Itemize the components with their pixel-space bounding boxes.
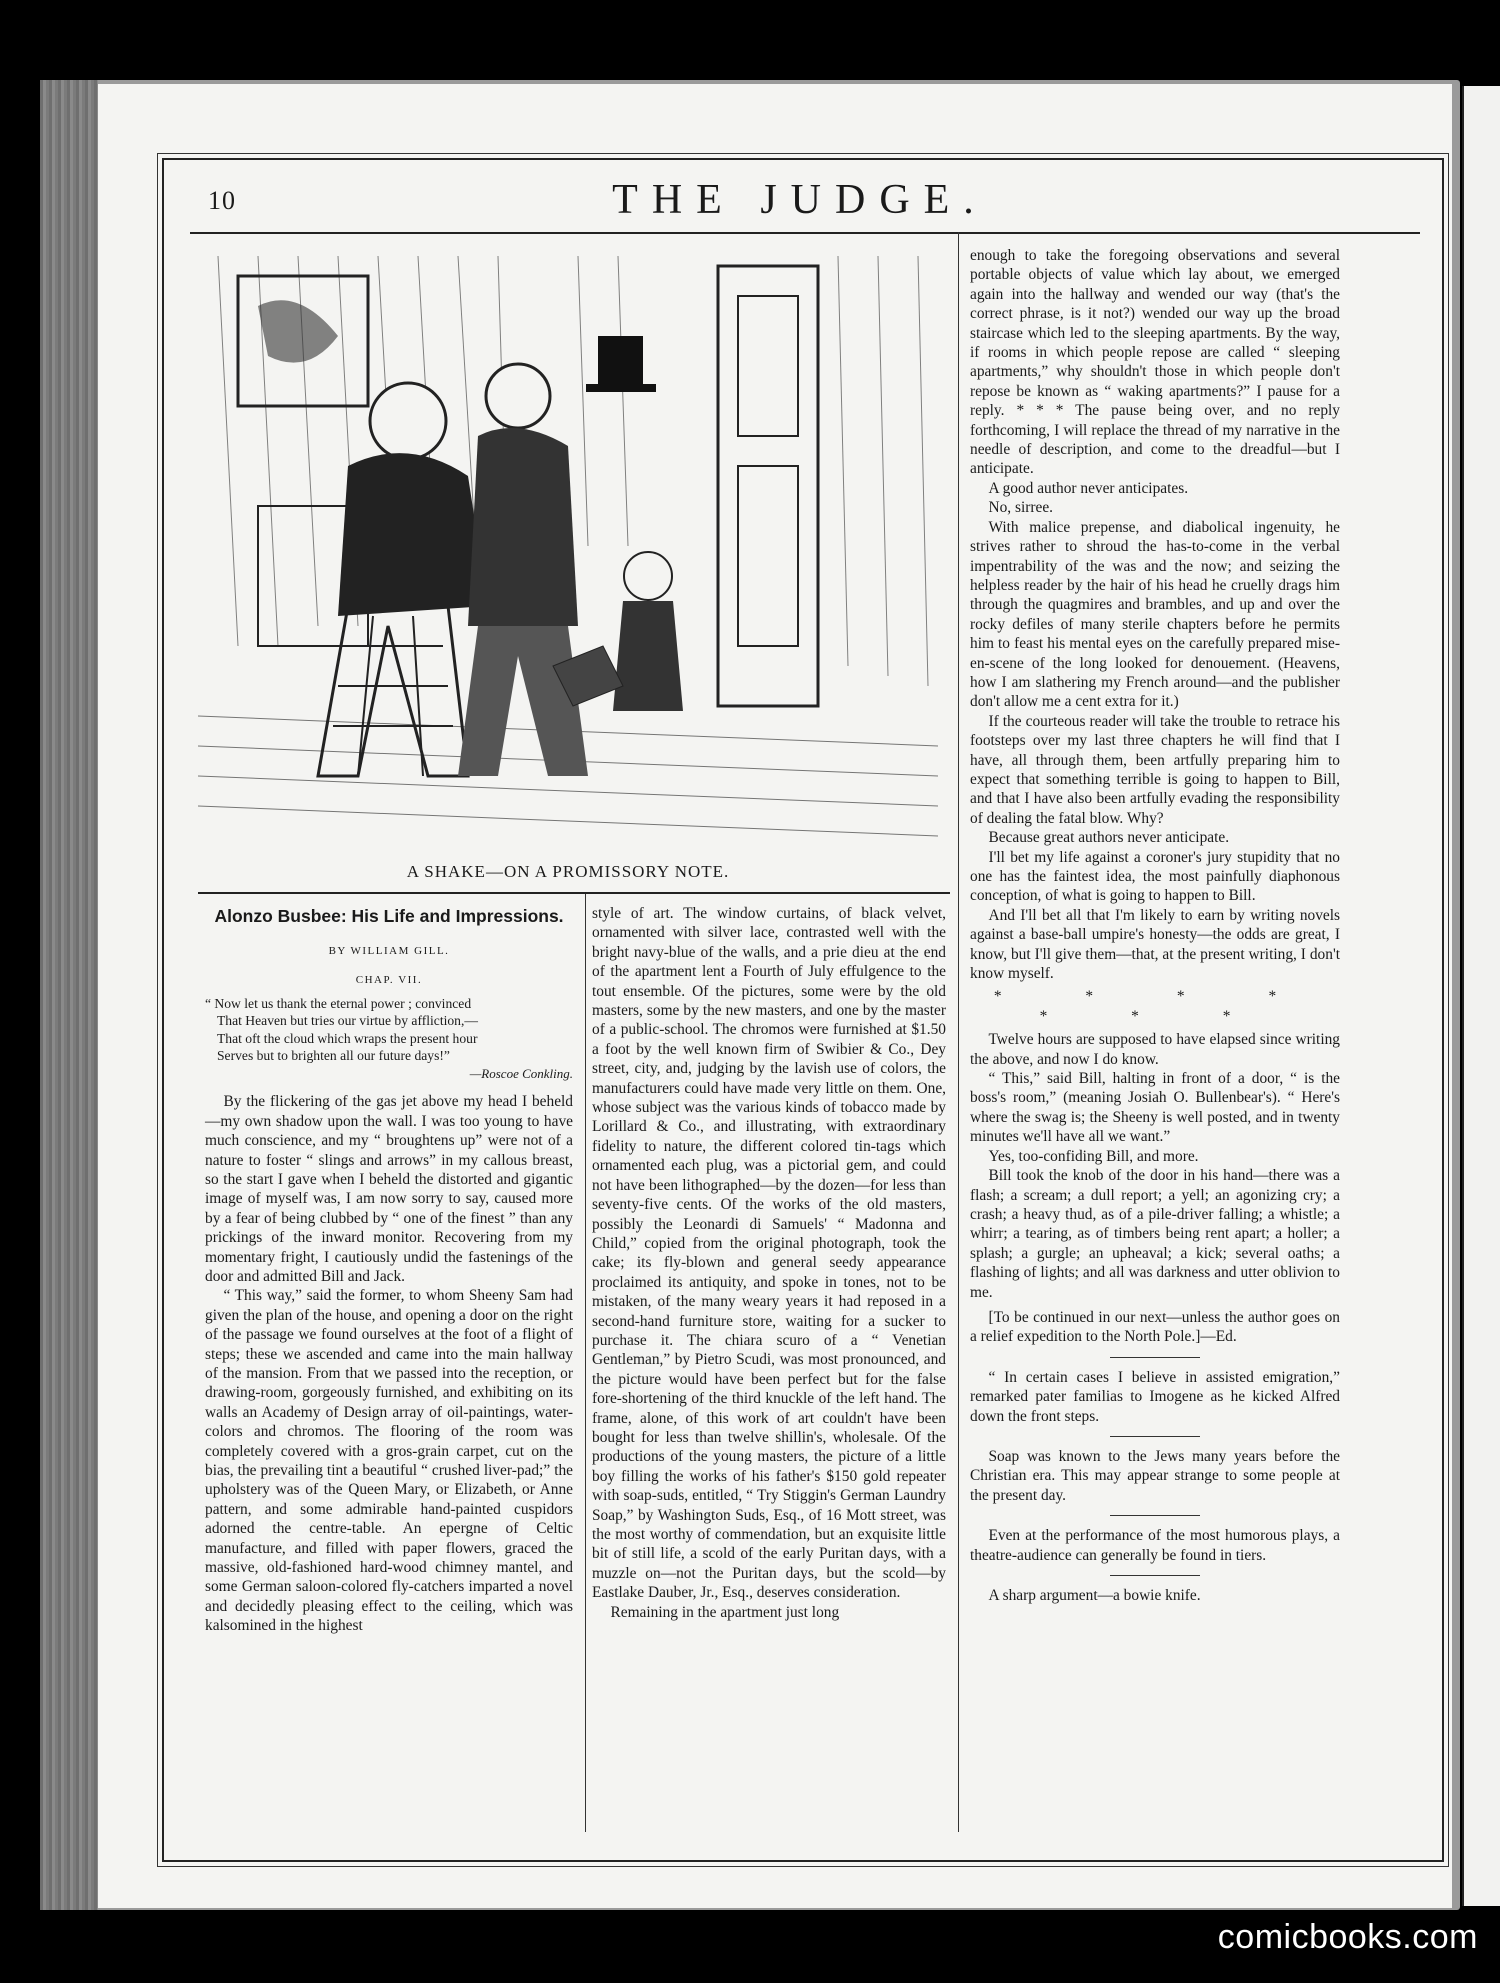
epigraph-line: That oft the cloud which wraps the present hour [217, 1030, 478, 1046]
paragraph: “ This way,” said the former, to whom Sheeny Sam had given the plan of the house, and opening a door on the right of the passage we found ourselves at the foot of a flight of steps; these we ascended and came into the main hallway of the mansion. From that we passed into the reception, or drawing-room, gorgeously furnished, and exhibiting on its walls an Academy of Design array of oil-paintings, water-colors and chromos. The flooring of the room was completely covered with a gros-grain carpet, cut on the bias, the prevailing tint a beautiful “ crushed liver-pad;” the upholstery was of the Queen Mary, or Elizabeth, or Anne pattern, and some admirable hand-painted cuspidors adorned the centre-table. An epergne of Celtic manufacture, and filled with paper flowers, graced the massive, old-fashioned hard-wood chimney mantel, and some German saloon-colored fly-catchers imparted a novel and decidedly pleasing effect to the ceiling, which was kalsomined in the highest [205, 1287, 573, 1635]
paragraph: I'll bet my life against a coroner's jury stupidity that no one has the faintest idea, the most painfully diaphonous conception, of what is going to happen to Bill. [970, 848, 1340, 905]
epigraph [205, 995, 573, 1083]
squib: Soap was known to the Jews many years before the Christian era. This may appear strange to some people at the present day. [970, 1447, 1340, 1504]
squib: A sharp argument—a bowie knife. [988, 1587, 1201, 1604]
adjacent-page-edge [1462, 86, 1500, 1906]
epigraph-line: “ Now let us thank the eternal power ; convinced [205, 995, 472, 1011]
article-column-2 [592, 904, 946, 1622]
article-byline: BY WILLIAM GILL. [328, 945, 450, 957]
epigraph-attribution: —Roscoe Conkling. [469, 1065, 573, 1081]
squib: “ In certain cases I believe in assisted emigration,” remarked pater familias to Imogene as he kicked Alfred down the front steps. [970, 1368, 1340, 1425]
paragraph: A good author never anticipates. [988, 479, 1189, 497]
site-watermark: comicbooks.com [1217, 1918, 1478, 1956]
divider [1110, 1357, 1200, 1358]
masthead-rule [190, 232, 1420, 234]
paragraph: “ This,” said Bill, halting in front of a door, “ is the boss's room,” (meaning Josiah O. Bullenbear's). “ Here's where the swag is; the Sheeny is well posted, and in twenty minutes we'll have all we want.” [970, 1070, 1340, 1146]
paragraph: By the flickering of the gas jet above my head I beheld—my own shadow upon the wall. I was too young to have much conscience, and my “ broughtens up” were not of a nature to foster “ slings and arrows” in my callous breast, so the start I gave when I beheld the distorted and gigantic image of myself was, I am now sorry to say, caused more by a fear of being clubbed by “ one of the finest ” than any prickings of the inward monitor. Recovering from my momentary fright, I cautiously undid the fastenings of the door and admitted Bill and Jack. [205, 1093, 573, 1285]
chapter-heading: CHAP. VII. [355, 974, 423, 987]
section-break-stars: * * * * * * * [993, 988, 1317, 1025]
paragraph: No, sirree. [988, 499, 1053, 517]
paragraph: Remaining in the apartment just long [610, 1603, 840, 1621]
divider [1110, 1515, 1200, 1516]
paragraph: If the courteous reader will take the trouble to retrace his footsteps over my last three chapters he will find that I have, all through them, been artfully preparing him to expect that something terrible is going to happen to Bill, and that I have also been artfully evading the responsibility of dealing the fatal blow. Why? [970, 712, 1340, 827]
column-rule [958, 232, 959, 1832]
paragraph: Yes, too-confiding Bill, and more. [988, 1147, 1199, 1165]
paragraph: Twelve hours are supposed to have elapsed since writing the above, and now I do know. [970, 1031, 1340, 1068]
book-spine [40, 80, 98, 1910]
epigraph-line: That Heaven but tries our virtue by affliction,— [217, 1013, 478, 1029]
article-title: Alonzo Busbee: His Life and Impressions. [214, 906, 564, 926]
divider [1110, 1436, 1200, 1437]
masthead: THE JUDGE. [612, 177, 988, 223]
illustration-caption: A SHAKE—ON A PROMISSORY NOTE. [406, 862, 730, 881]
paragraph: And I'll bet all that I'm likely to earn by writing novels against a base-ball umpire's honesty—the odds are great, I know, but I'll give them—that, at the present writing, I don't know myself. [970, 906, 1340, 983]
paragraph: With malice prepense, and diabolical ingenuity, he strives rather to shroud the has-to-come in the verbal impentrability of the was and the now; and seizing the helpless reader by the hair of his head he cruelly drags him through the quagmires and brambles, and up and over the rocky defiles of many sterile chapters before he permits him to feast his mental eyes on the carefully prepared mise-en-scene of the long looked for denouement. (Heavens, how I am slathering my French around—and the publisher don't allow me a cent extra for it.) [970, 518, 1340, 711]
cartoon-illustration [198, 246, 938, 846]
article-column-1 [205, 904, 573, 1636]
paragraph: style of art. The window curtains, of black velvet, ornamented with silver lace, contrasted well with the bright navy-blue of the walls, and a prie dieu at the end of the apartment lent a Fourth of July effulgence to the tout ensemble. Of the pictures, some were by the old masters, some by the new masters, and one by the master of a public-school. The chromos were furnished at $1.50 a foot by the well known firm of Swibier & Co., Dey street, city, and, judging by the lavish use of colors, the manufacturers could have made very little on them. One, whose subject was the various kinds of tobacco made by Lorillard & Co., and illustrating, with extraordinary fidelity to nature, the different colored tin-tags which ornamented each plug, was a pictorial gem, and could not have been lithographed—by the dozen—for less than seventy-five cents. Of the works of the old masters, possibly the Leonardi di Samuels' “ Madonna and Child,” copied from the original photograph, took the cake; its fly-blown and general seedy appearance proclaimed its antiquity, and spoke in tones, not to be mistaken, of the many weary years it had reposed in a second-hand furniture store, waiting for a sucker to purchase it. The chiara scuro of a “ Venetian Gentleman,” by Pietro Scudi, was most pronounced, and the picture would have been perfect but for the false fore-shortening of the third knuckle of the left hand. The frame, alone, of this work of art couldn't have been bought for less than twelve shillin's, wholesale. Of the productions of the young masters, the picture of a little boy filling the works of his father's $150 gold repeater with soap-suds, entitled, “ Try Stiggin's German Laundry Soap,” by Washington Suds, Esq., of 16 Mott street, was the most worthy of commendation, but an exquisite little bit of still life, a scold of the early Puritan days, with a muzzle on—not the Puritan days, but the scold—by Eastlake Dauber, Jr., Esq., deserves consideration. [592, 905, 946, 1602]
continued-note: [To be continued in our next—unless the author goes on a relief expedition to the North Pole.]—Ed. [970, 1308, 1340, 1346]
squib: Even at the performance of the most humorous plays, a theatre-audience can generally be found in tiers. [970, 1527, 1340, 1564]
page-number: 10 [208, 186, 236, 215]
epigraph-line: Serves but to brighten all our future days!” [217, 1048, 450, 1064]
article-column-3 [970, 246, 1340, 1605]
divider [1110, 1575, 1200, 1576]
column-rule [585, 892, 586, 1832]
caption-rule [198, 892, 950, 894]
paragraph: Bill took the knob of the door in his hand—there was a flash; a scream; a dull report; a yell; an agonizing cry; a crash; a heavy thud, as of a pile-driver falling; a whistle; a whirr; a tearing, as of timbers being rent apart; a holler; a splash; a gurgle; an upheaval; a kick; several oaths; a flashing of lights; and all was darkness and utter oblivion to me. [970, 1167, 1340, 1301]
paragraph: Because great authors never anticipate. [988, 829, 1230, 847]
paragraph: enough to take the foregoing observations and several portable objects of value which lay about, we emerged again into the hallway and wended our way (that's the correct phrase, is it not?) wended our way up the broad staircase which led to the sleeping apartments. By the way, if rooms in which people repose are called “ sleeping apartments,” why shouldn't those in which people don't repose be known as “ waking apartments?” I pause for a reply. * * * The pause being over, and no reply forthcoming, I will replace the thread of my narrative in the needle of description, and come to the dreadful—but I anticipate. [970, 247, 1340, 478]
